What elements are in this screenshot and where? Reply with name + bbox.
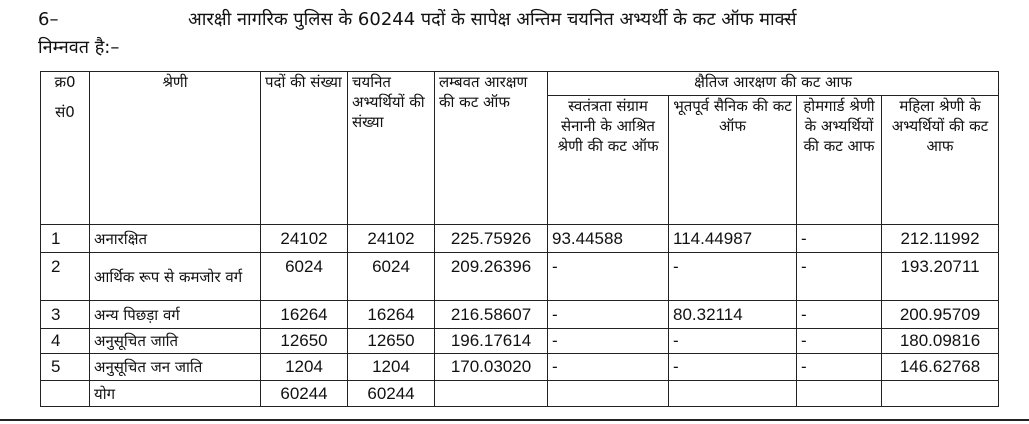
header-sno-line-2: सं0 — [55, 103, 75, 121]
header-homeguard: होमगार्ड श्रेणी के अभ्यर्थियों की कट आफ — [797, 96, 882, 225]
row-posts: 6024 — [261, 253, 348, 301]
row-women-cutoff: 193.20711 — [882, 253, 999, 301]
table-row — [41, 354, 999, 381]
header-horizontal-group: क्षैतिज आरक्षण की कट आफ — [548, 72, 999, 96]
header-ex-serviceman: भूतपूर्व सैनिक की कट ऑफ — [669, 96, 797, 225]
header-sno — [41, 72, 90, 225]
row-freedom-fighter-cutoff: - — [548, 329, 669, 354]
row-selected: 24102 — [348, 225, 435, 253]
row-ex-serviceman-cutoff: 80.32114 — [669, 301, 797, 329]
header-vertical-cutoff: लम्बवत आरक्षण की कट ऑफ — [435, 72, 548, 225]
row-women-cutoff: 146.62768 — [882, 354, 999, 381]
row-freedom-fighter-cutoff: - — [548, 253, 669, 301]
row-freedom-fighter-cutoff: 93.44588 — [548, 225, 669, 253]
row-category: अन्य पिछड़ा वर्ग — [90, 301, 261, 329]
row-sno: 5 — [41, 354, 90, 381]
total-posts: 60244 — [261, 381, 348, 407]
row-posts: 1204 — [261, 354, 348, 381]
row-selected: 6024 — [348, 253, 435, 301]
row-homeguard-cutoff: - — [797, 354, 882, 381]
total-sno — [41, 381, 90, 407]
total-row — [41, 381, 999, 407]
heading-line-2: निम्नवत है:– — [38, 37, 120, 58]
total-vertical-cutoff — [435, 381, 548, 407]
row-ex-serviceman-cutoff: 114.44987 — [669, 225, 797, 253]
row-selected: 12650 — [348, 329, 435, 354]
row-posts: 12650 — [261, 329, 348, 354]
header-category: श्रेणी — [90, 72, 261, 225]
row-selected: 1204 — [348, 354, 435, 381]
row-selected: 16264 — [348, 301, 435, 329]
total-ex-serviceman-cutoff — [669, 381, 797, 407]
row-ex-serviceman-cutoff: - — [669, 354, 797, 381]
row-category: अनुसूचित जन जाति — [90, 354, 261, 381]
cutoff-table — [40, 71, 999, 407]
heading-line-1: आरक्षी नागरिक पुलिस के 60244 पदों के सापेक्ष अन्तिम चयनित अभ्यर्थी के कट ऑफ मार्क्स — [188, 9, 797, 30]
row-sno: 2 — [41, 253, 90, 301]
row-category: अनारक्षित — [90, 225, 261, 253]
row-women-cutoff: 212.11992 — [882, 225, 999, 253]
row-vertical-cutoff: 216.58607 — [435, 301, 548, 329]
header-posts: पदों की संख्या — [261, 72, 348, 225]
row-freedom-fighter-cutoff: - — [548, 301, 669, 329]
total-women-cutoff — [882, 381, 999, 407]
row-sno: 4 — [41, 329, 90, 354]
page-divider — [0, 419, 1029, 421]
row-vertical-cutoff: 225.75926 — [435, 225, 548, 253]
row-vertical-cutoff: 170.03020 — [435, 354, 548, 381]
total-homeguard-cutoff — [797, 381, 882, 407]
row-ex-serviceman-cutoff: - — [669, 329, 797, 354]
row-posts: 16264 — [261, 301, 348, 329]
row-sno: 3 — [41, 301, 90, 329]
row-vertical-cutoff: 209.26396 — [435, 253, 548, 301]
total-selected: 60244 — [348, 381, 435, 407]
header-selected: चयनित अभ्यर्थियों की संख्या — [348, 72, 435, 225]
section-number: 6– — [38, 9, 59, 30]
table-row — [41, 301, 999, 329]
total-freedom-fighter-cutoff — [548, 381, 669, 407]
row-homeguard-cutoff: - — [797, 225, 882, 253]
table-row — [41, 253, 999, 301]
row-women-cutoff: 200.95709 — [882, 301, 999, 329]
row-category: आर्थिक रूप से कमजोर वर्ग — [90, 253, 261, 301]
row-homeguard-cutoff: - — [797, 301, 882, 329]
total-label: योग — [90, 381, 261, 407]
header-women: महिला श्रेणी के अभ्यर्थियों की कट आफ — [882, 96, 999, 225]
row-homeguard-cutoff: - — [797, 329, 882, 354]
row-freedom-fighter-cutoff: - — [548, 354, 669, 381]
row-category: अनुसूचित जाति — [90, 329, 261, 354]
header-freedom-fighter: स्वतंत्रता संग्राम सेनानी के आश्रित श्रेणी की कट ऑफ — [548, 96, 669, 225]
table-row — [41, 329, 999, 354]
row-posts: 24102 — [261, 225, 348, 253]
row-ex-serviceman-cutoff: - — [669, 253, 797, 301]
header-sno-line-1: क्र0 — [54, 73, 76, 91]
row-homeguard-cutoff: - — [797, 253, 882, 301]
row-women-cutoff: 180.09816 — [882, 329, 999, 354]
table-row — [41, 225, 999, 253]
row-vertical-cutoff: 196.17614 — [435, 329, 548, 354]
row-sno: 1 — [41, 225, 90, 253]
